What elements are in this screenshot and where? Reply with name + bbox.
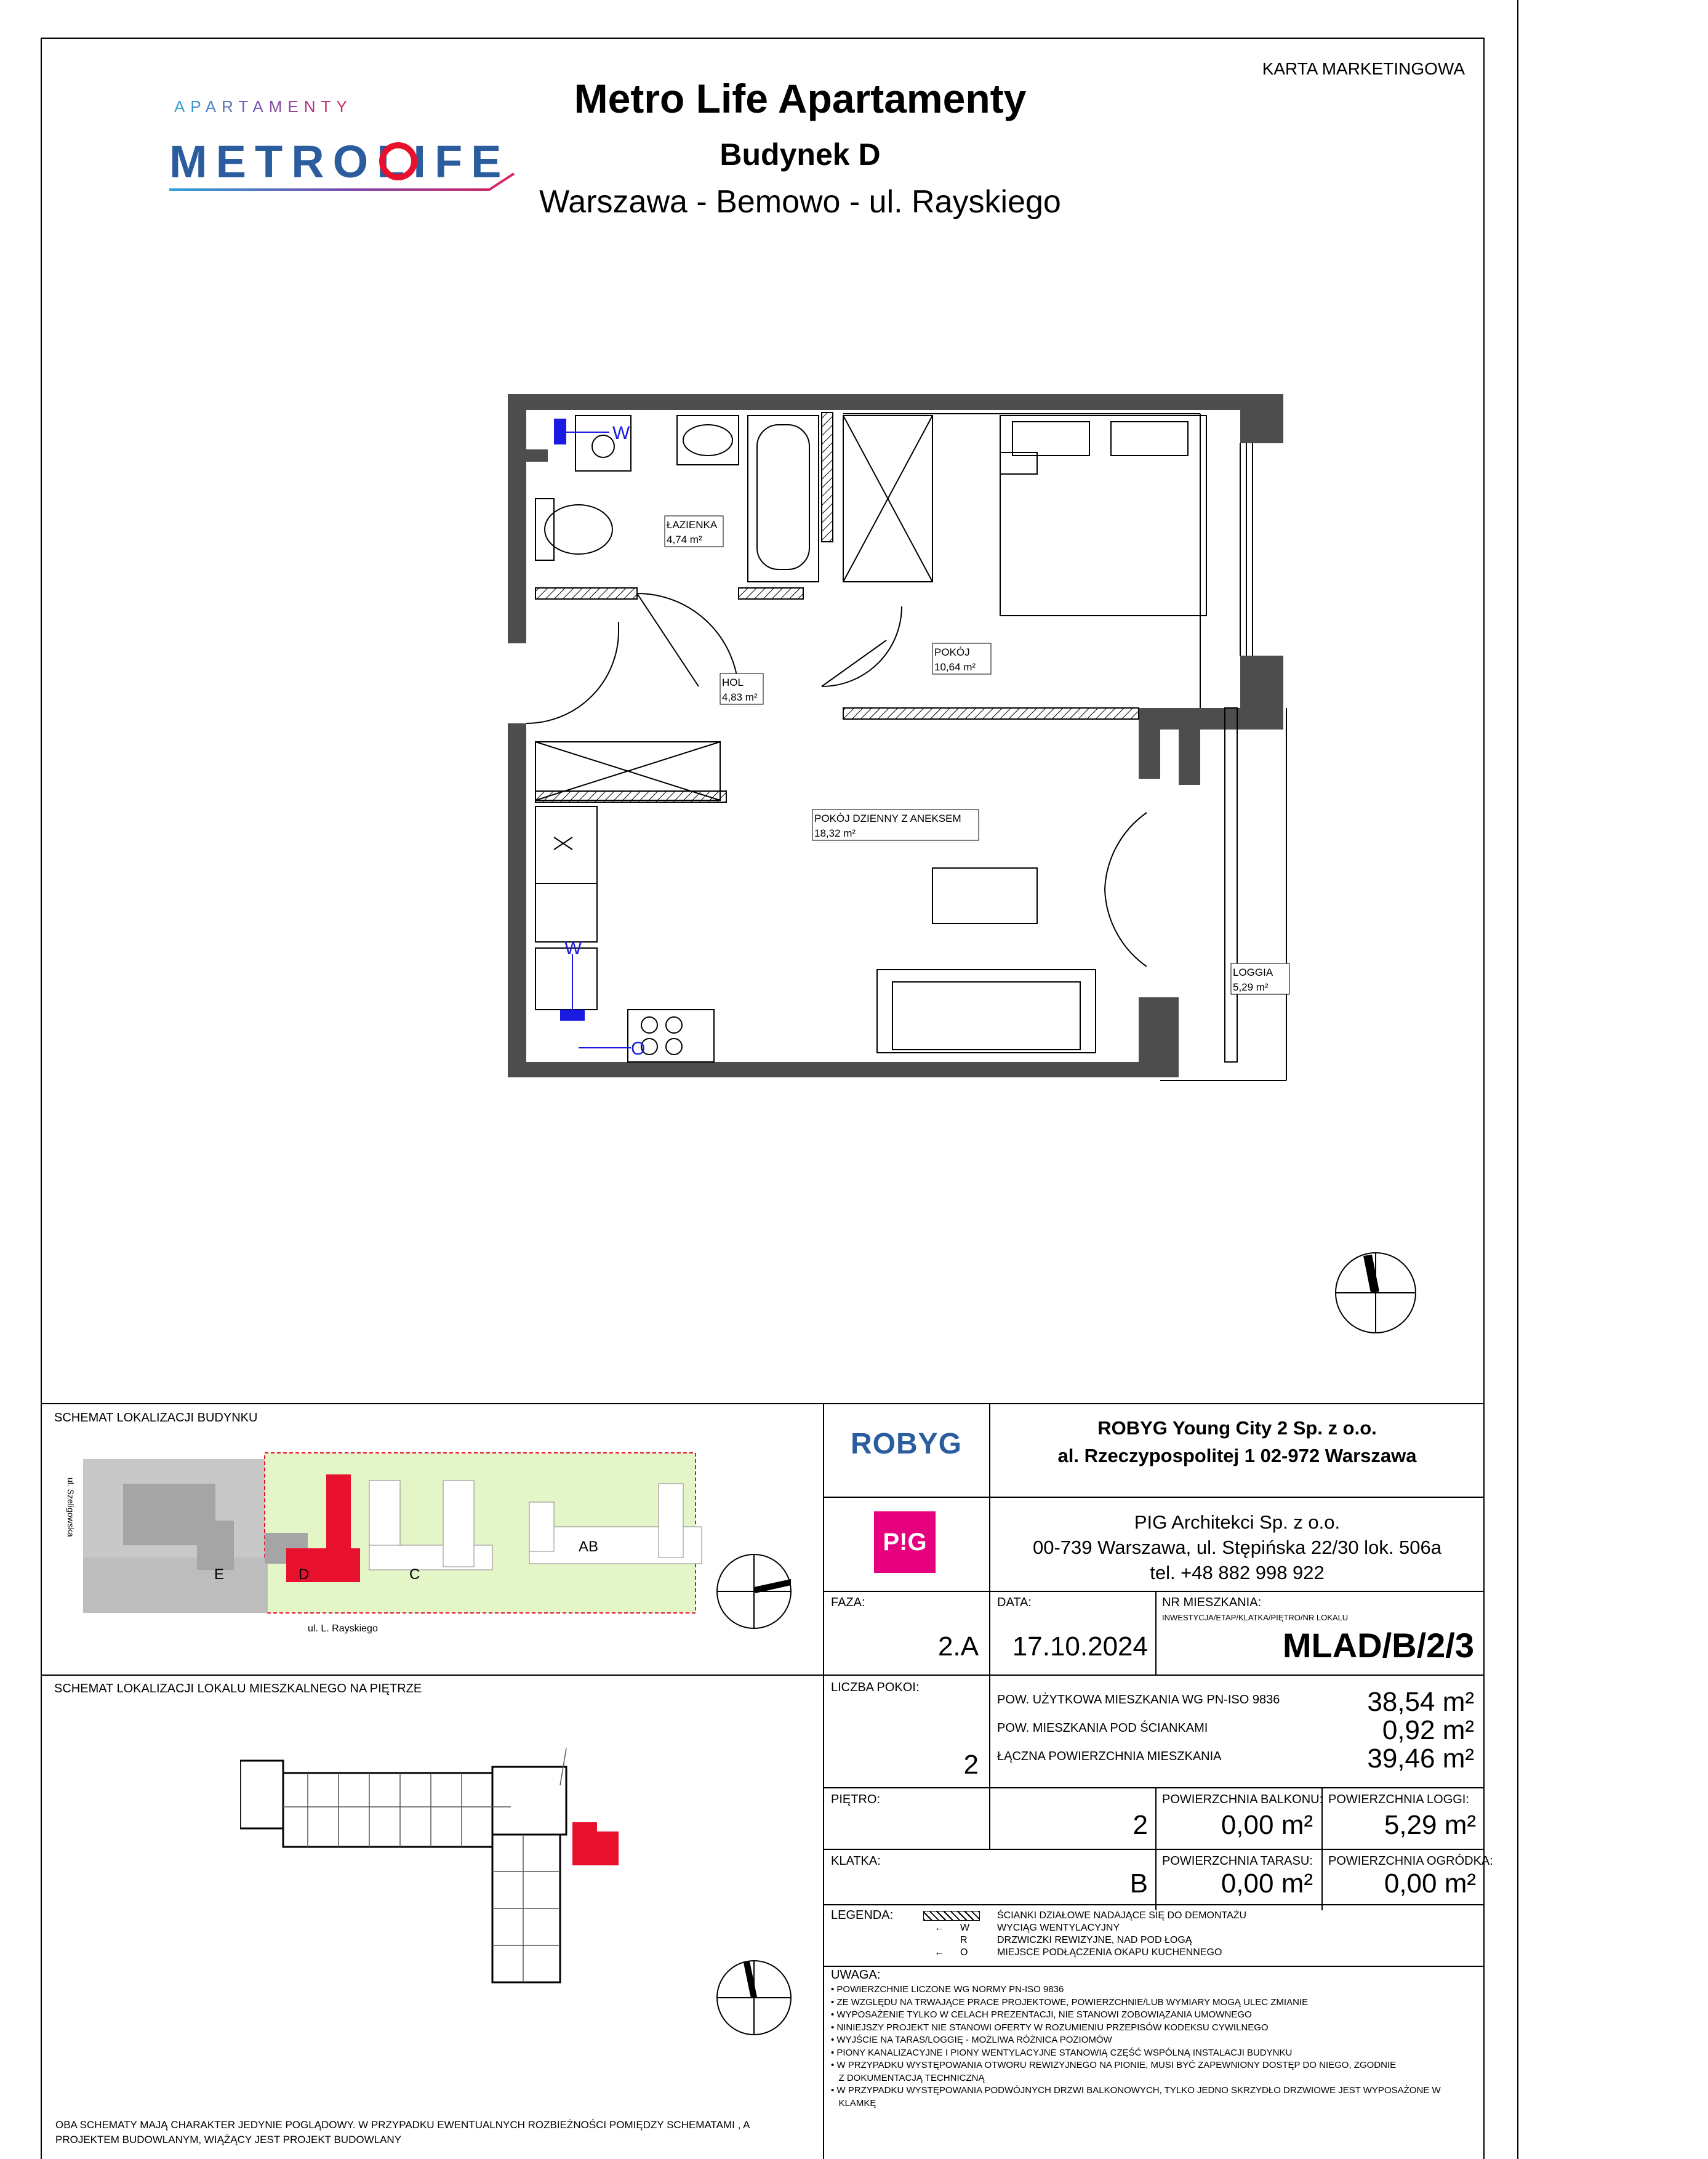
building-label-e: E (214, 1566, 225, 1583)
site-schema-map (49, 1447, 708, 1638)
rooms-label: LICZBA POKOI: (831, 1681, 920, 1694)
site-schema-title: SCHEMAT LOKALIZACJI BUDYNKU (54, 1411, 258, 1425)
grid-line (823, 1497, 1485, 1498)
note-item: • NINIEJSZY PROJEKT NIE STANOWI OFERTY W ROZUMIENIU PRZEPISÓW KODEKSU CYWILNEGO (831, 2022, 1269, 2033)
loggia-label: POWIERZCHNIA LOGGI: (1328, 1793, 1469, 1806)
bathroom-fixtures (535, 416, 932, 582)
grid-line (823, 1787, 1485, 1788)
floor-schema-map (240, 1748, 646, 2025)
grid-line (823, 1591, 1485, 1592)
apartment-highlight (572, 1831, 619, 1865)
site-north-arrow-icon (714, 1551, 794, 1631)
north-arrow-icon (1333, 1250, 1419, 1336)
garden-label: POWIERZCHNIA OGRÓDKA: (1328, 1854, 1493, 1868)
vent-w-kitchen: W (564, 938, 582, 959)
terrace-label: POWIERZCHNIA TARASU: (1162, 1854, 1313, 1868)
developer-address: al. Rzeczypospolitej 1 02-972 Warszawa (1057, 1445, 1417, 1466)
note-item: • ZE WZGLĘDU NA TRWAJĄCE PRACE PROJEKTOWE, POWIERZCHNIE/LUB WYMIARY MOGĄ ULEC ZMIANIE (831, 1996, 1309, 2008)
floor-plan-graphic (492, 382, 1385, 1108)
bottom-block-top-line (41, 1403, 1485, 1404)
logo-top-text: APARTAMENTY (174, 97, 353, 116)
building-label-c: C (409, 1566, 420, 1583)
legend-text-w: WYCIĄG WENTYLACYJNY (997, 1923, 1120, 1933)
logo-main-text: METROLIFE (169, 136, 510, 187)
vent-marker-kitchen (560, 1010, 585, 1021)
outer-walls (508, 394, 1283, 1108)
room-area-bathroom: 4,74 m² (667, 534, 702, 545)
legend-key-w: W (960, 1923, 970, 1933)
room-name-bedroom: POKÓJ (934, 646, 970, 658)
architect-address: 00-739 Warszawa, ul. Stępińska 22/30 lok. 506a (1032, 1537, 1442, 1558)
note-item: • WYPOSAŻENIE TYLKO W CELACH PREZENTACJI, NIE STANOWI ZOBOWIĄZANIA UMOWNEGO (831, 2009, 1252, 2020)
floor-schema-title: SCHEMAT LOKALIZACJI LOKALU MIESZKALNEGO NA PIĘTRZE (54, 1682, 422, 1695)
area-usable-value: 38,54 m² (1367, 1687, 1474, 1717)
floor-value: 2 (1133, 1810, 1148, 1840)
room-area-hall: 4,83 m² (722, 691, 758, 703)
legend-text-hatch: ŚCIANKI DZIAŁOWE NADAJĄCE SIĘ DO DEMONTAŻU (997, 1910, 1247, 1921)
room-area-bedroom: 10,64 m² (934, 661, 976, 673)
area-walls-value: 0,92 m² (1382, 1715, 1474, 1745)
staircase-value: B (1129, 1868, 1148, 1899)
grid-line (989, 1591, 990, 1849)
grid-line (823, 1966, 1485, 1967)
notes-label: UWAGA: (831, 1968, 881, 1982)
schemas-disclaimer: OBA SCHEMATY MAJĄ CHARAKTER JEDYNIE POGLĄDOWY. W PRZYPADKU EWENTUALNYCH ROZBIEŻNOŚCI POMIĘDZY SCHEMATAMI , A PROJEKTEM BUDOWLANYM, WIĄŻĄCY JEST PROJEKT BUDOWLANY (55, 2119, 750, 2145)
staircase-label: KLATKA: (831, 1854, 881, 1868)
building-label-d: D (299, 1566, 310, 1583)
robyg-logo: ROBYG (850, 1428, 962, 1460)
rooms-value: 2 (963, 1750, 979, 1780)
data-value: 17.10.2024 (1012, 1631, 1148, 1662)
legend-label: LEGENDA: (831, 1908, 894, 1922)
floor-north-arrow-icon (714, 1958, 794, 2038)
area-total-label: ŁĄCZNA POWIERZCHNIA MIESZKANIA (997, 1750, 1222, 1763)
street-bottom-label: ul. L. Rayskiego (308, 1623, 378, 1634)
garden-value: 0,00 m² (1384, 1868, 1476, 1899)
note-item: • W PRZYPADKU WYSTĘPOWANIA PODWÓJNYCH DRZWI BALKONOWYCH, TYLKO JEDNO SKRZYDŁO DRZWIOWE JEST WYPOSAŻONE W (831, 2085, 1441, 2096)
card-type: KARTA MARKETINGOWA (1262, 59, 1465, 78)
room-name-hall: HOL (722, 677, 744, 688)
room-name-bathroom: ŁAZIENKA (667, 519, 718, 531)
page-right-edge (1517, 0, 1518, 2159)
floor-label: PIĘTRO: (831, 1793, 881, 1806)
note-item: • WYJŚCIE NA TARAS/LOGGIĘ - MOŻLIWA RÓŻNICA POZIOMÓW (831, 2035, 1112, 2045)
vent-marker-bath (554, 419, 566, 444)
hood-o-kitchen: O (631, 1039, 646, 1059)
balcony-label: POWIERZCHNIA BALKONU: (1162, 1793, 1323, 1806)
area-walls-label: POW. MIESZKANIA POD ŚCIANKAMI (997, 1721, 1208, 1735)
grid-line (823, 1675, 1485, 1676)
arrow-left-icon: ← (934, 1923, 944, 1933)
pig-logo: P!G (874, 1511, 936, 1573)
balcony-value: 0,00 m² (1221, 1810, 1313, 1840)
metrolife-logo (145, 68, 526, 240)
architect-name: PIG Architekci Sp. z o.o. (1134, 1511, 1341, 1533)
grid-line (1155, 1787, 1157, 1910)
area-total-value: 39,46 m² (1367, 1743, 1474, 1774)
note-item: • W PRZYPADKU WYSTĘPOWANIA OTWORU REWIZYJNEGO NA PIONIE, MUSI BYĆ ZAPEWNIONY DOSTĘP DO NIEGO, ZGODNIE (831, 2060, 1397, 2070)
faza-label: FAZA: (831, 1596, 865, 1609)
note-item: • PIONY KANALIZACYJNE I PIONY WENTYLACYJNE STANOWIĄ CZĘŚĆ WSPÓLNĄ INSTALACJI BUDYNKU (831, 2047, 1293, 2058)
vent-w-bath: W (612, 423, 630, 443)
area-usable-label: POW. UŻYTKOWA MIESZKANIA WG PN-ISO 9836 (997, 1693, 1280, 1707)
nr-sublabel: INWESTYCJA/ETAP/KLATKA/PIĘTRO/NR LOKALU (1162, 1613, 1349, 1622)
terrace-value: 0,00 m² (1221, 1868, 1313, 1899)
room-name-loggia: LOGGIA (1233, 967, 1273, 978)
grid-line (989, 1403, 990, 1591)
project-title: Metro Life Apartamenty (574, 76, 1027, 121)
apartment-number: MLAD/B/2/3 (1282, 1626, 1474, 1665)
legend-text-o: MIEJSCE PODŁĄCZENIA OKAPU KUCHENNEGO (997, 1947, 1222, 1958)
location-title: Warszawa - Bemowo - ul. Rayskiego (539, 184, 1061, 220)
nr-label: NR MIESZKANIA: (1162, 1596, 1262, 1609)
legend-key-o: O (960, 1947, 968, 1958)
architect-phone: tel. +48 882 998 922 (1150, 1562, 1325, 1583)
note-item: • POWIERZCHNIE LICZONE WG NORMY PN-ISO 9836 (831, 1984, 1064, 1995)
loggia-value: 5,29 m² (1384, 1810, 1476, 1840)
note-item: Z DOKUMENTACJĄ TECHNICZNĄ (831, 2072, 985, 2083)
faza-value: 2.A (937, 1631, 979, 1662)
grid-line (1155, 1591, 1157, 1675)
notes-list (831, 1984, 1477, 2110)
note-item: KLAMKĘ (831, 2097, 876, 2109)
building-label-ab: AB (579, 1538, 599, 1555)
legend-hatch-icon (923, 1911, 980, 1921)
room-area-living: 18,32 m² (814, 827, 856, 839)
site-floor-divider (41, 1675, 823, 1676)
door-swings (526, 593, 1147, 967)
apartment-floor-plan (492, 382, 1385, 1108)
metrolife-logo-graphic (145, 68, 526, 240)
street-side-label: ul. Szeligowska (66, 1478, 76, 1537)
legend-key-r: R (960, 1935, 968, 1945)
grid-line (823, 1904, 1485, 1905)
room-name-living: POKÓJ DZIENNY Z ANEKSEM (814, 813, 961, 824)
room-area-loggia: 5,29 m² (1233, 981, 1269, 993)
arrow-left-icon: ← (934, 1947, 944, 1958)
developer-name: ROBYG Young City 2 Sp. z o.o. (1097, 1417, 1377, 1439)
legend-text-r: DRZWICZKI REWIZYJNE, NAD POD ŁOGĄ (997, 1935, 1192, 1945)
bedroom-furniture (1000, 416, 1253, 656)
data-label: DATA: (997, 1596, 1032, 1609)
grid-line (823, 1849, 1485, 1850)
bottom-block-divider (823, 1403, 824, 2159)
building-title: Budynek D (720, 137, 881, 172)
